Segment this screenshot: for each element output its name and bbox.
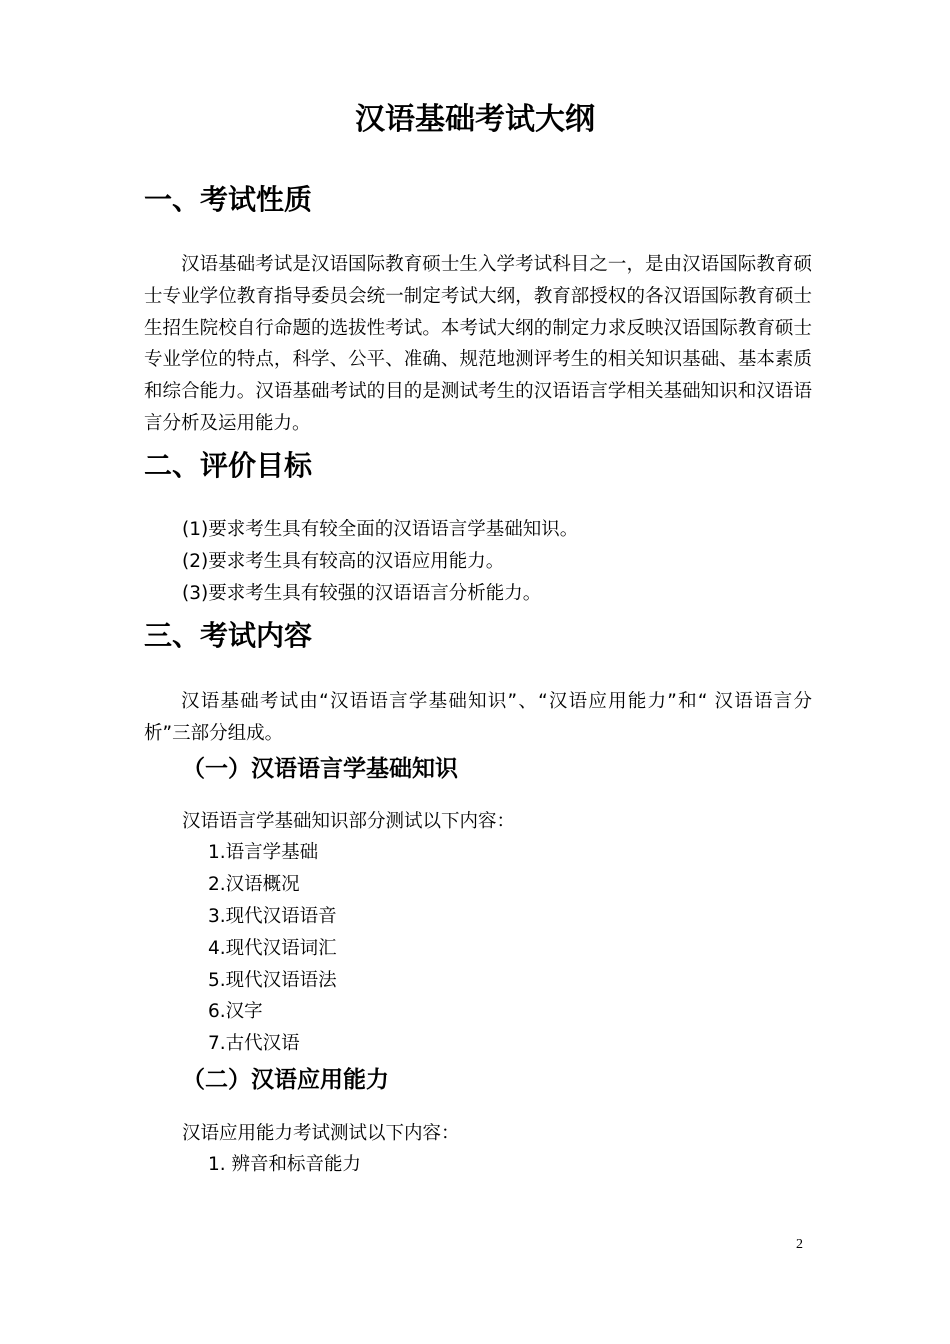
goal-item: (2)要求考生具有较高的汉语应用能力。 [182, 551, 505, 572]
list-item: 2.汉语概况 [208, 874, 300, 895]
document-title: 汉语基础考试大纲 [355, 102, 595, 137]
exam-nature-paragraph: 汉语基础考试是汉语国际教育硕士生入学考试科目之一，是由汉语国际教育硕士专业学位教育指导委员会统一制定考试大纲，教育部授权的各汉语国际教育硕士生招生院校自行命题的选拔性考试。本考试大纲的制定力求反映汉语国际教育硕士专业学位的特点，科学、公平、准确、规范地测评考生的相关知识基础、基本素质和综合能力。汉语基础考试的目的是测试考生的汉语语言学相关基础知识和汉语语言分析及运用能力。 [144, 254, 812, 434]
list-item: 1. 辨音和标音能力 [208, 1154, 362, 1175]
subsection-lead: 汉语应用能力考试测试以下内容： [182, 1123, 460, 1144]
list-item: 5.现代汉语语法 [208, 970, 337, 991]
subsection-heading-application: （二）汉语应用能力 [182, 1067, 389, 1093]
list-item: 7.古代汉语 [208, 1033, 300, 1054]
exam-content-intro: 汉语基础考试由“汉语语言学基础知识”、“汉语应用能力”和“ 汉语语言分析”三部分组成。 [144, 691, 812, 744]
goal-item: (3)要求考生具有较强的汉语语言分析能力。 [182, 583, 542, 604]
page-number: 2 [796, 1237, 803, 1252]
list-item: 4.现代汉语词汇 [208, 938, 337, 959]
section-heading-exam-content: 三、考试内容 [144, 619, 313, 652]
list-item: 3.现代汉语语音 [208, 906, 337, 927]
section-heading-evaluation-goals: 二、评价目标 [144, 449, 313, 482]
goal-item: (1)要求考生具有较全面的汉语语言学基础知识。 [182, 519, 579, 540]
list-item: 6.汉字 [208, 1001, 263, 1022]
list-item: 1.语言学基础 [208, 842, 319, 863]
subsection-lead: 汉语语言学基础知识部分测试以下内容： [182, 811, 516, 832]
section-heading-exam-nature: 一、考试性质 [144, 183, 313, 216]
subsection-heading-linguistics: （一）汉语语言学基础知识 [182, 756, 458, 782]
